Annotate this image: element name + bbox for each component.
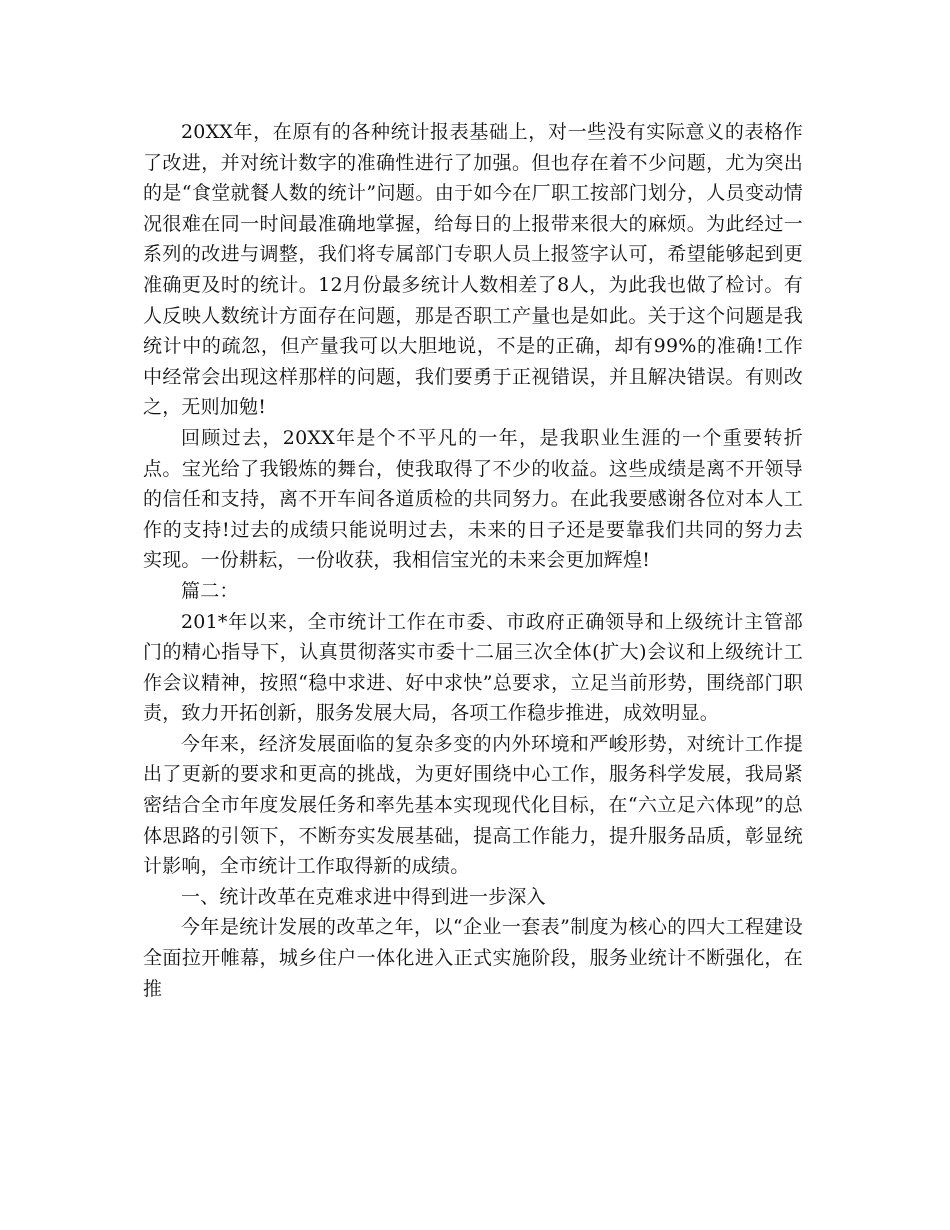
paragraph-city-statistics-work: 201*年以来，全市统计工作在市委、市政府正确领导和上级统计主管部门的精心指导下，认真贯彻落实市委十二届三次全体(扩大)会议和上级统计工作会议精神，按照“稳中求进、好中求快”总要求，立足当前形势，围绕部门职责，致力开拓创新，服务发展大局，各项工作稳步推进，成效明显。	[143, 610, 803, 725]
paragraph-reform-year: 今年是统计发展的改革之年，以“企业一套表”制度为核心的四大工程建设全面拉开帷幕，城乡住户一体化进入正式实施阶段，服务业统计不断强化，在推	[143, 916, 803, 1000]
paragraph-review-past-year: 回顾过去，20XX年是个不平凡的一年，是我职业生涯的一个重要转折点。宝光给了我锻炼的舞台，使我取得了不少的收益。这些成绩是离不开领导的信任和支持，离不开车间各道质检的共同努力。在此我要感谢各位对本人工作的支持!过去的成绩只能说明过去，未来的日子还是要靠我们共同的努力去实现。一份耕耘，一份收获，我相信宝光的未来会更加辉煌!	[143, 426, 803, 572]
section-heading-part-two: 篇二：	[181, 579, 239, 602]
section-heading-statistics-reform: 一、统计改革在克难求进中得到进一步深入	[181, 885, 546, 908]
paragraph-statistics-improvement: 20XX年，在原有的各种统计报表基础上，对一些没有实际意义的表格作了改进，并对统计数字的准确性进行了加强。但也存在着不少问题，尤为突出的是“食堂就餐人数的统计”问题。由于如今在厂职工按部门划分，人员变动情况很难在同一时间最准确地掌握，给每日的上报带来很大的麻烦。为此经过一系列的改进与调整，我们将专属部门专职人员上报签字认可，希望能够起到更准确更及时的统计。12月份最多统计人数相差了8人，为此我也做了检讨。有人反映人数统计方面存在问题，那是否职工产量也是如此。关于这个问题是我统计中的疏忽，但产量我可以大胆地说，不是的正确，却有99%的准确!工作中经常会出现这样那样的问题，我们要勇于正视错误，并且解决错误。有则改之，无则加勉!	[143, 121, 803, 419]
paragraph-economic-environment: 今年来，经济发展面临的复杂多变的内外环境和严峻形势，对统计工作提出了更新的要求和更高的挑战，为更好围绕中心工作，服务科学发展，我局紧密结合全市年度发展任务和率先基本实现现代化目标，在“六立足六体现”的总体思路的引领下，不断夯实发展基础，提高工作能力，提升服务品质，彰显统计影响，全市统计工作取得新的成绩。	[143, 732, 803, 878]
document-body	[143, 117, 803, 1004]
